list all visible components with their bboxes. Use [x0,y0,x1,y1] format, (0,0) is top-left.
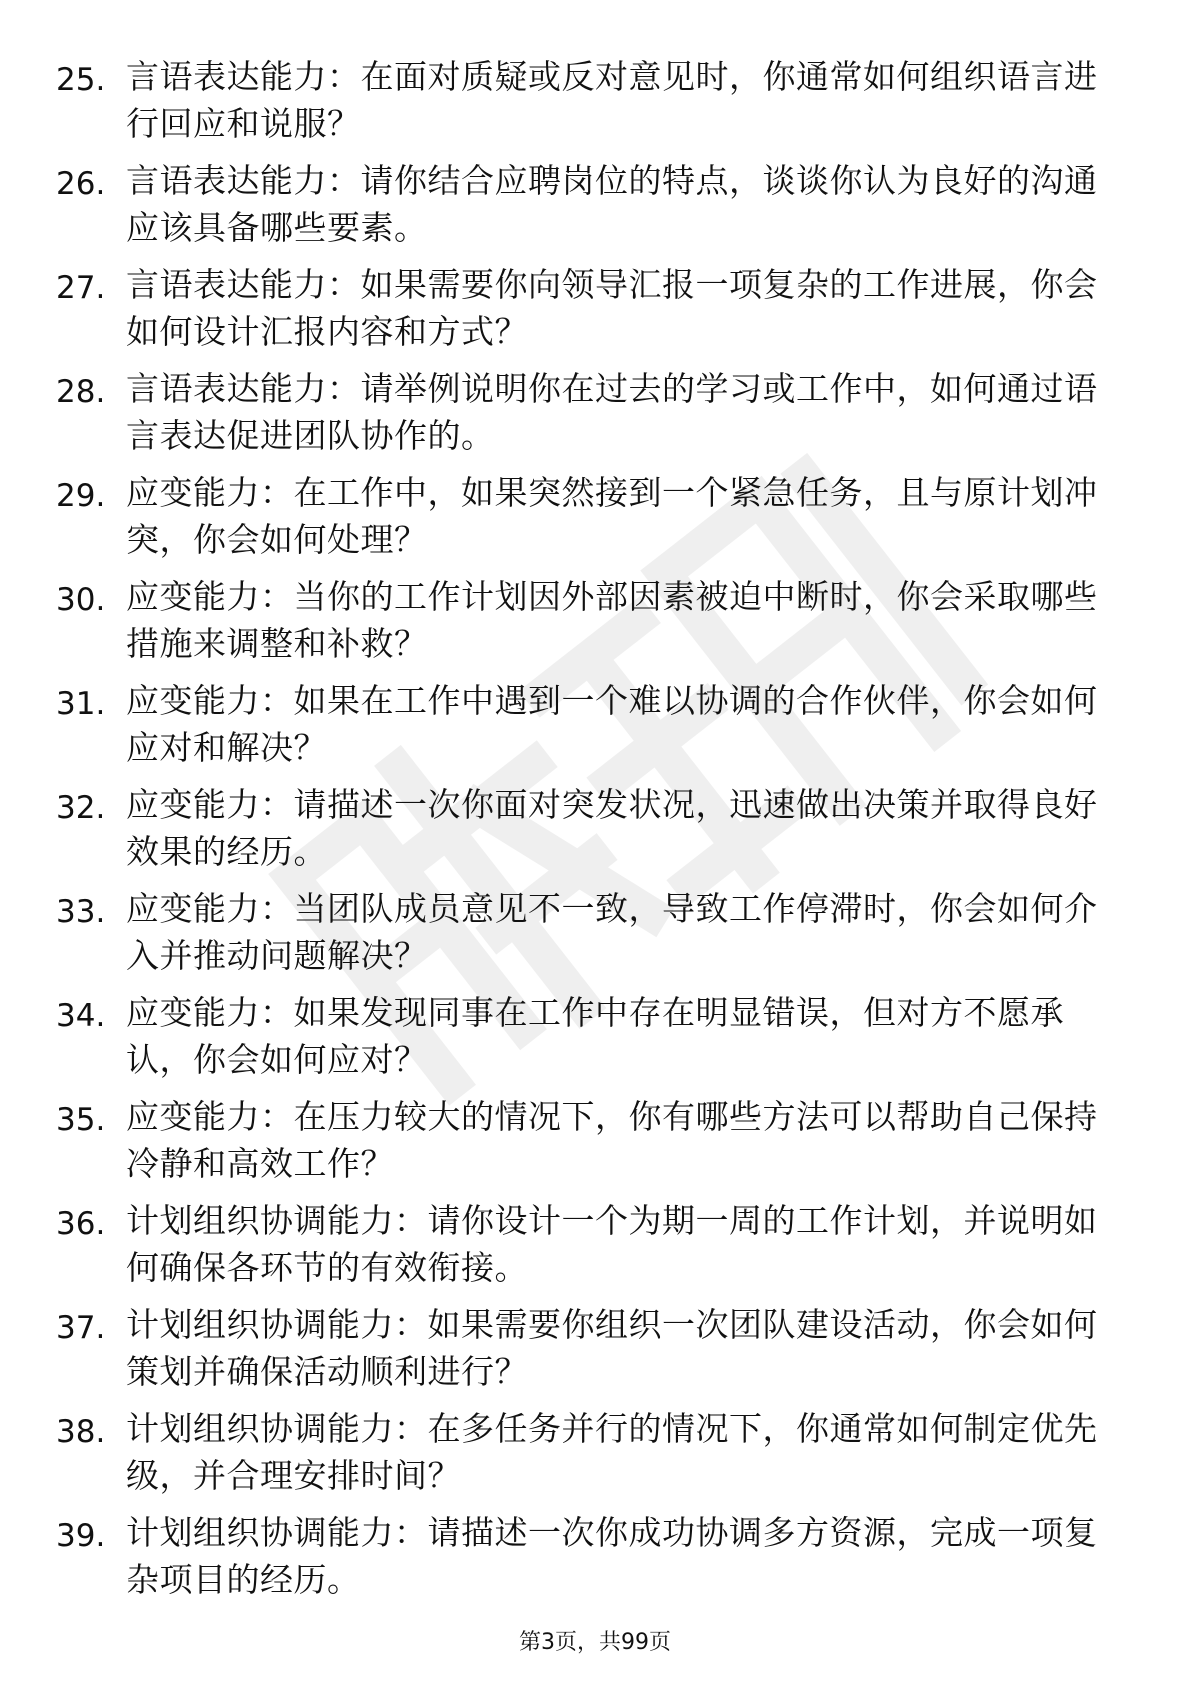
question-text: 言语表达能力：在面对质疑或反对意见时，你通常如何组织语言进行回应和说服？ [126,57,1098,143]
question-text: 计划组织协调能力：如果需要你组织一次团队建设活动，你会如何策划并确保活动顺利进行？ [126,1305,1098,1391]
question-number: 25. [56,62,106,98]
question-item [0,154,1190,258]
question-item [0,1090,1190,1194]
question-item [0,1506,1190,1610]
question-number: 37. [56,1310,106,1346]
question-number: 33. [56,894,106,930]
page-number-footer: 第3页，共99页 [519,1630,671,1655]
question-text: 应变能力：在工作中，如果突然接到一个紧急任务，且与原计划冲突，你会如何处理？ [126,473,1098,559]
question-number: 28. [56,374,106,410]
question-number: 30. [56,582,106,618]
question-item [0,674,1190,778]
question-number: 34. [56,998,106,1034]
question-text: 计划组织协调能力：请你设计一个为期一周的工作计划，并说明如何确保各环节的有效衔接。 [126,1201,1098,1287]
question-text: 应变能力：如果发现同事在工作中存在明显错误，但对方不愿承认，你会如何应对？ [126,993,1064,1079]
question-item [0,570,1190,674]
question-number: 38. [56,1414,106,1450]
question-number: 29. [56,478,106,514]
question-text: 应变能力：如果在工作中遇到一个难以协调的合作伙伴，你会如何应对和解决？ [126,681,1098,767]
question-item [0,362,1190,466]
question-item [0,50,1190,154]
question-text: 言语表达能力：如果需要你向领导汇报一项复杂的工作进展，你会如何设计汇报内容和方式？ [126,265,1098,351]
question-item [0,1194,1190,1298]
question-item [0,466,1190,570]
question-text: 言语表达能力：请你结合应聘岗位的特点，谈谈你认为良好的沟通应该具备哪些要素。 [126,161,1098,247]
question-number: 36. [56,1206,106,1242]
question-number: 31. [56,686,106,722]
question-text: 应变能力：请描述一次你面对突发状况，迅速做出决策并取得良好效果的经历。 [126,785,1098,871]
question-number: 27. [56,270,106,306]
question-text: 计划组织协调能力：请描述一次你成功协调多方资源，完成一项复杂项目的经历。 [126,1513,1098,1599]
question-text: 应变能力：在压力较大的情况下，你有哪些方法可以帮助自己保持冷静和高效工作？ [126,1097,1098,1183]
question-item [0,986,1190,1090]
question-text: 计划组织协调能力：在多任务并行的情况下，你通常如何制定优先级，并合理安排时间？ [126,1409,1098,1495]
question-number: 39. [56,1518,106,1554]
question-number: 32. [56,790,106,826]
question-item [0,882,1190,986]
question-list [0,50,1190,1610]
question-item [0,258,1190,362]
question-text: 言语表达能力：请举例说明你在过去的学习或工作中，如何通过语言表达促进团队协作的。 [126,369,1098,455]
question-text: 应变能力：当团队成员意见不一致，导致工作停滞时，你会如何介入并推动问题解决？ [126,889,1098,975]
question-item [0,1402,1190,1506]
question-text: 应变能力：当你的工作计划因外部因素被迫中断时，你会采取哪些措施来调整和补救？ [126,577,1098,663]
question-item [0,778,1190,882]
question-item [0,1298,1190,1402]
question-number: 35. [56,1102,106,1138]
question-number: 26. [56,166,106,202]
